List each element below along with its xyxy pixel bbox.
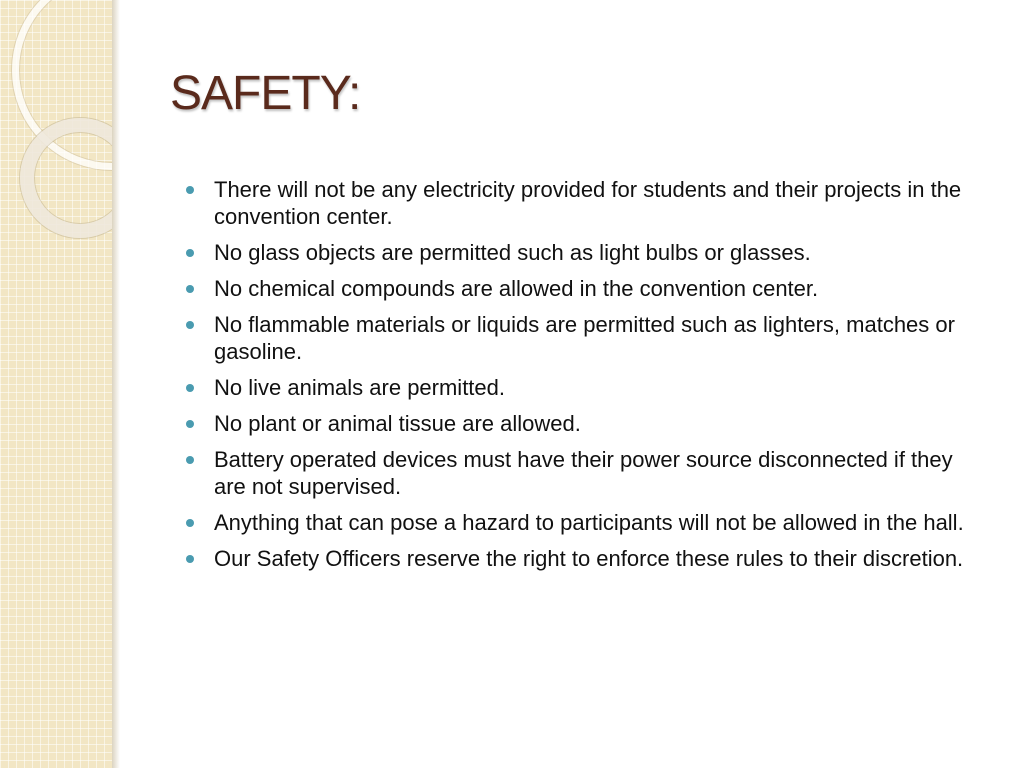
bullet-text: Battery operated devices must have their power source disconnected if they are not supervised.: [214, 447, 953, 499]
bullet-text: No chemical compounds are allowed in the convention center.: [214, 276, 819, 301]
bullet-list: [186, 176, 986, 581]
decorative-side-panel: [0, 0, 112, 768]
bullet-text: Our Safety Officers reserve the right to enforce these rules to their discretion.: [214, 546, 964, 571]
slide-title: SAFETY:: [170, 67, 361, 120]
bullet-text: No live animals are permitted.: [214, 375, 506, 400]
bullet-dot-icon: [186, 456, 194, 464]
side-panel-edge: [112, 0, 120, 768]
bullet-text: No glass objects are permitted such as light bulbs or glasses.: [214, 240, 811, 265]
bullet-dot-icon: [186, 186, 194, 194]
bullet-item: [186, 239, 986, 266]
bullet-text: There will not be any electricity provided for students and their projects in the convention center.: [214, 177, 962, 229]
bullet-dot-icon: [186, 555, 194, 563]
bullet-item: [186, 410, 986, 437]
bullet-item: [186, 311, 986, 365]
bullet-dot-icon: [186, 420, 194, 428]
bullet-item: [186, 509, 986, 536]
bullet-item: [186, 545, 986, 572]
bullet-text: Anything that can pose a hazard to participants will not be allowed in the hall.: [214, 510, 964, 535]
bullet-dot-icon: [186, 519, 194, 527]
decorative-ring-small: [20, 118, 112, 238]
bullet-item: [186, 275, 986, 302]
bullet-dot-icon: [186, 384, 194, 392]
bullet-dot-icon: [186, 285, 194, 293]
bullet-text: No flammable materials or liquids are permitted such as lighters, matches or gasoline.: [214, 312, 955, 364]
bullet-text: No plant or animal tissue are allowed.: [214, 411, 581, 436]
bullet-dot-icon: [186, 321, 194, 329]
bullet-item: [186, 374, 986, 401]
bullet-item: [186, 176, 986, 230]
bullet-item: [186, 446, 986, 500]
bullet-dot-icon: [186, 249, 194, 257]
